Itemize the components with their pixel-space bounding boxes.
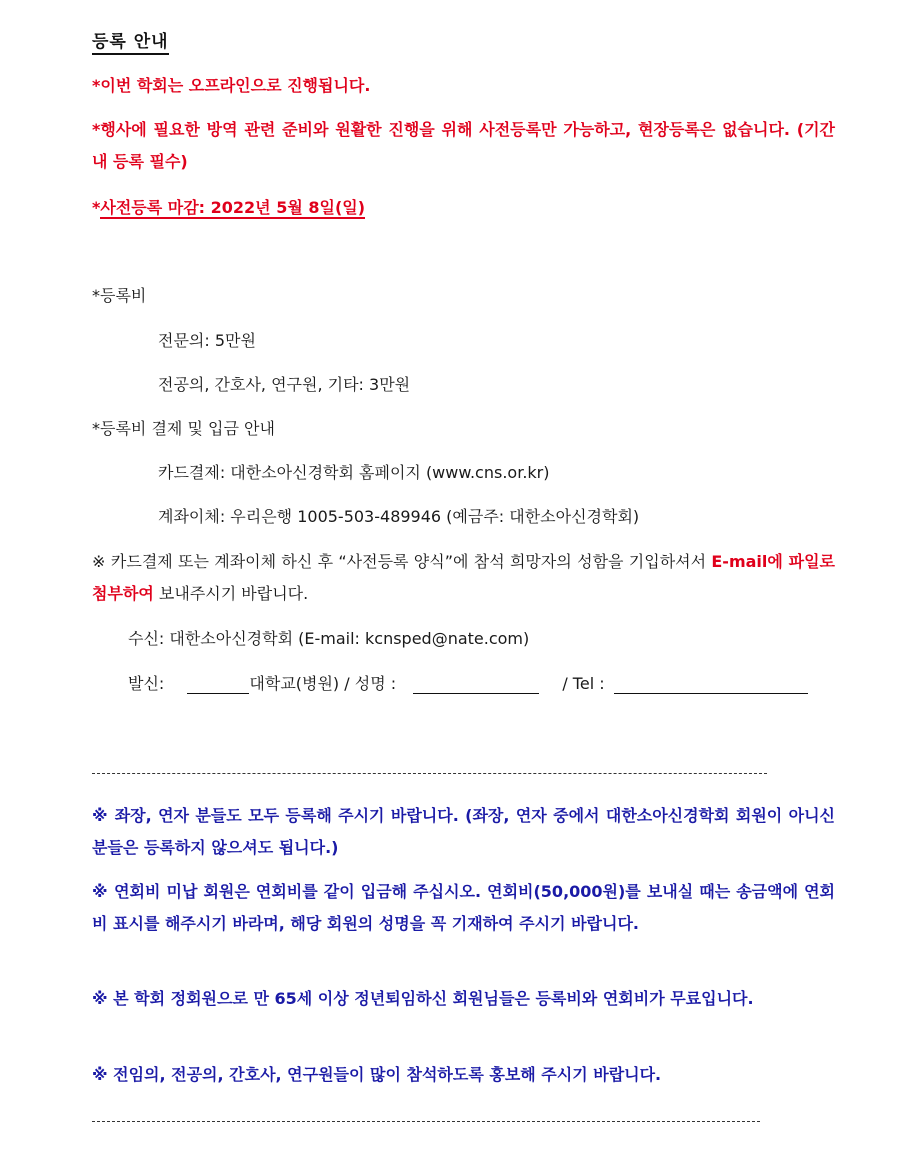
notice-retired-members: ※ 본 학회 정회원으로 만 65세 이상 정년퇴임하신 회원님들은 등록비와 연회비가 무료입니다. (92, 989, 754, 1008)
recipient-line: 수신: 대한소아신경학회 (E-mail: kcnsped@nate.com) (128, 629, 530, 648)
deadline-text: 사전등록 마감: 2022년 5월 8일(일) (100, 198, 366, 217)
payment-card: 카드결제: 대한소아신경학회 홈페이지 (www.cns.or.kr) (158, 463, 550, 482)
university-label: 대학교(병원) / 성명 : (249, 674, 397, 693)
section-divider-bottom (92, 1121, 760, 1122)
payment-transfer: 계좌이체: 우리은행 1005-503-489946 (예금주: 대한소아신경학회) (158, 507, 640, 526)
email-instruction-prefix: ※ 카드결제 또는 계좌이체 하신 후 “사전등록 양식”에 참석 희망자의 성함을 기입하셔서 (92, 552, 712, 571)
fee-item-others: 전공의, 간호사, 연구원, 기타: 3만원 (158, 375, 411, 394)
email-instruction-suffix: 보내주시기 바랍니다. (153, 584, 309, 603)
email-instruction (92, 546, 835, 610)
preregistration-notice: *행사에 필요한 방역 관련 준비와 원활한 진행을 위해 사전등록만 가능하고, 현장등록은 없습니다. (기간 내 등록 필수) (92, 120, 835, 171)
fees-label: *등록비 (92, 286, 147, 305)
offline-notice: *이번 학회는 오프라인으로 진행됩니다. (92, 76, 371, 95)
fee-item-specialist: 전문의: 5만원 (158, 331, 256, 350)
sender-line (128, 674, 808, 694)
payment-label: *등록비 결제 및 입금 안내 (92, 419, 275, 438)
deadline-asterisk: * (92, 198, 101, 217)
university-blank[interactable] (187, 675, 249, 694)
notice-promotion: ※ 전임의, 전공의, 간호사, 연구원들이 많이 참석하도록 홍보해 주시기 바랍니다. (92, 1065, 662, 1084)
page-title: 등록 안내 (92, 32, 169, 55)
sender-label: 발신: (128, 674, 165, 693)
deadline-notice (92, 198, 365, 218)
name-blank[interactable] (413, 675, 539, 694)
tel-blank[interactable] (614, 675, 808, 694)
notice-chairs-speakers: ※ 좌장, 연자 분들도 모두 등록해 주시기 바랍니다. (좌장, 연자 중에서 대한소아신경학회 회원이 아니신 분들은 등록하지 않으셔도 됩니다.) (92, 806, 835, 857)
tel-label: / Tel : (562, 674, 605, 693)
notice-annual-fee: ※ 연회비 미납 회원은 연회비를 같이 입금해 주십시오. 연회비(50,000원)를 보내실 때는 송금액에 연회비 표시를 해주시기 바라며, 해당 회원의 성명을 꼭 기재하여 주시기 바랍니다. (92, 882, 835, 933)
email-instruction-highlight: E-mail에 파일로 첨부하여 (92, 552, 835, 603)
section-divider-top (92, 773, 767, 774)
